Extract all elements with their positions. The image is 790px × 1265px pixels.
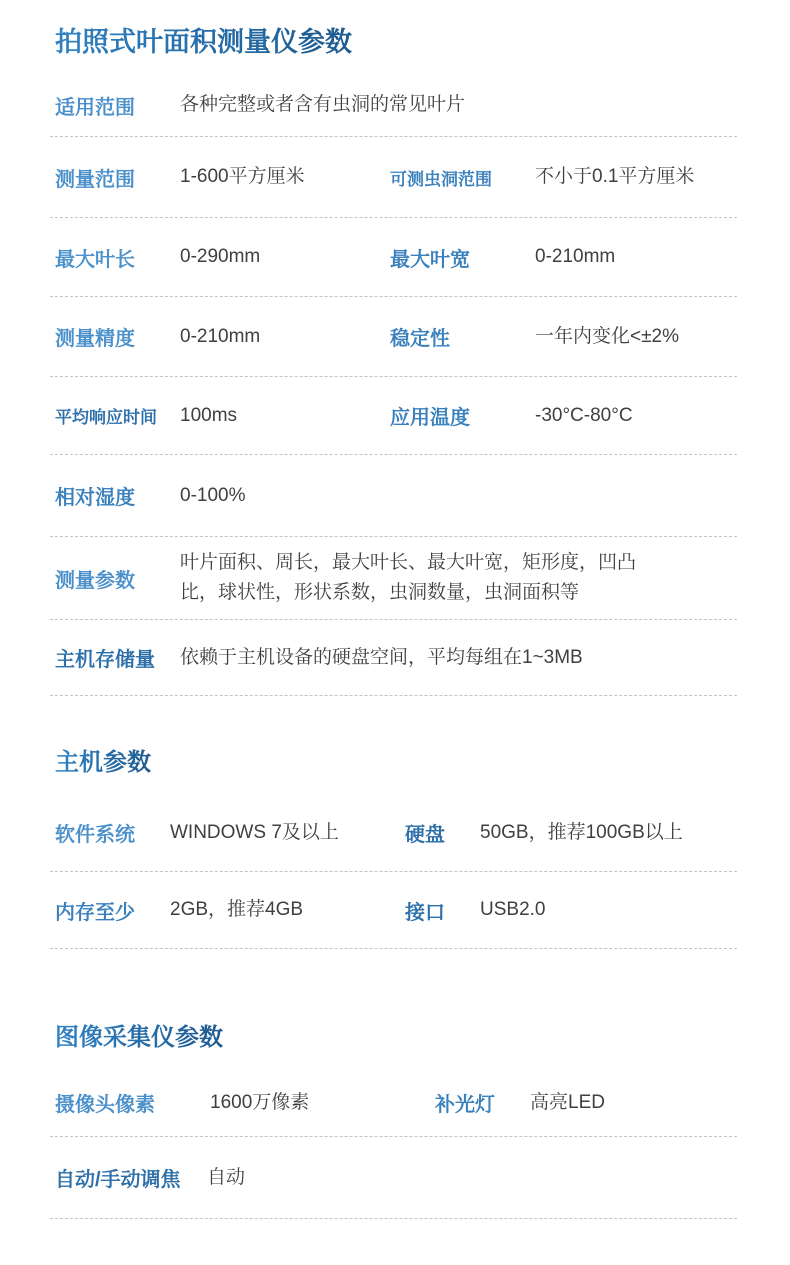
spec-table-instrument	[50, 74, 737, 696]
spec-value: 自动	[207, 1166, 246, 1188]
spec-value: 依赖于主机设备的硬盘空间，平均每组在1~3MB	[180, 646, 583, 668]
spec-value: 1-600平方厘米	[180, 166, 305, 187]
spec-value: 不小于0.1平方厘米	[535, 166, 695, 187]
spec-label: 可测虫洞范围	[390, 169, 492, 189]
spec-label: 测量参数	[55, 569, 135, 592]
spec-label: 补光灯	[435, 1094, 495, 1116]
spec-label: 软件系统	[55, 824, 135, 846]
section-title-camera: 图像采集仪参数	[55, 1021, 223, 1055]
spec-value: 50GB，推荐100GB以上	[480, 821, 683, 843]
spec-label: 最大叶宽	[390, 248, 470, 271]
spec-row	[50, 537, 737, 620]
section-title-host: 主机参数	[55, 746, 151, 780]
spec-label: 平均响应时间	[55, 408, 157, 427]
spec-label: 摄像头像素	[55, 1094, 155, 1116]
spec-row	[50, 218, 737, 297]
spec-row	[50, 872, 737, 949]
spec-row	[50, 137, 737, 218]
spec-label: 主机存储量	[55, 649, 155, 671]
spec-value: 1600万像素	[210, 1091, 310, 1113]
spec-label: 适用范围	[55, 96, 135, 119]
spec-label: 硬盘	[405, 824, 445, 846]
spec-label: 内存至少	[55, 901, 135, 924]
spec-value: 高亮LED	[530, 1091, 605, 1113]
spec-row	[50, 74, 737, 137]
spec-label: 自动/手动调焦	[55, 1169, 181, 1191]
page-title: 拍照式叶面积测量仪参数	[55, 24, 352, 60]
spec-label: 测量精度	[55, 328, 135, 350]
spec-value: 2GB，推荐4GB	[170, 899, 304, 920]
spec-label: 应用温度	[390, 407, 470, 429]
spec-value: 各种完整或者含有虫洞的常见叶片	[180, 94, 466, 115]
spec-value: -30°C-80°C	[535, 404, 633, 426]
spec-value: 一年内变化<±2%	[535, 325, 679, 347]
spec-label: 测量范围	[55, 168, 135, 191]
spec-row	[50, 794, 737, 872]
spec-value: 叶片面积、周长，最大叶长、最大叶宽，矩形度，凹凸比，球状性，形状系数，虫洞数量，虫洞面积等	[180, 552, 637, 603]
spec-row	[50, 455, 737, 537]
spec-value: 0-100%	[180, 484, 246, 506]
spec-row	[50, 297, 737, 377]
spec-label: 稳定性	[390, 328, 450, 350]
spec-row	[50, 1137, 737, 1219]
spec-value: USB2.0	[480, 899, 546, 920]
spec-label: 最大叶长	[55, 248, 135, 271]
spec-value: 100ms	[180, 404, 238, 426]
spec-value: 0-210mm	[180, 325, 261, 347]
spec-table-host	[50, 794, 737, 949]
spec-value: 0-210mm	[535, 246, 616, 267]
spec-label: 相对湿度	[55, 487, 135, 509]
spec-row	[50, 1069, 737, 1137]
spec-value: 0-290mm	[180, 246, 261, 267]
spec-value: WINDOWS 7及以上	[170, 821, 339, 843]
spec-table-camera	[50, 1069, 737, 1219]
spec-row	[50, 620, 737, 696]
spec-label: 接口	[405, 901, 445, 924]
spec-row	[50, 377, 737, 455]
